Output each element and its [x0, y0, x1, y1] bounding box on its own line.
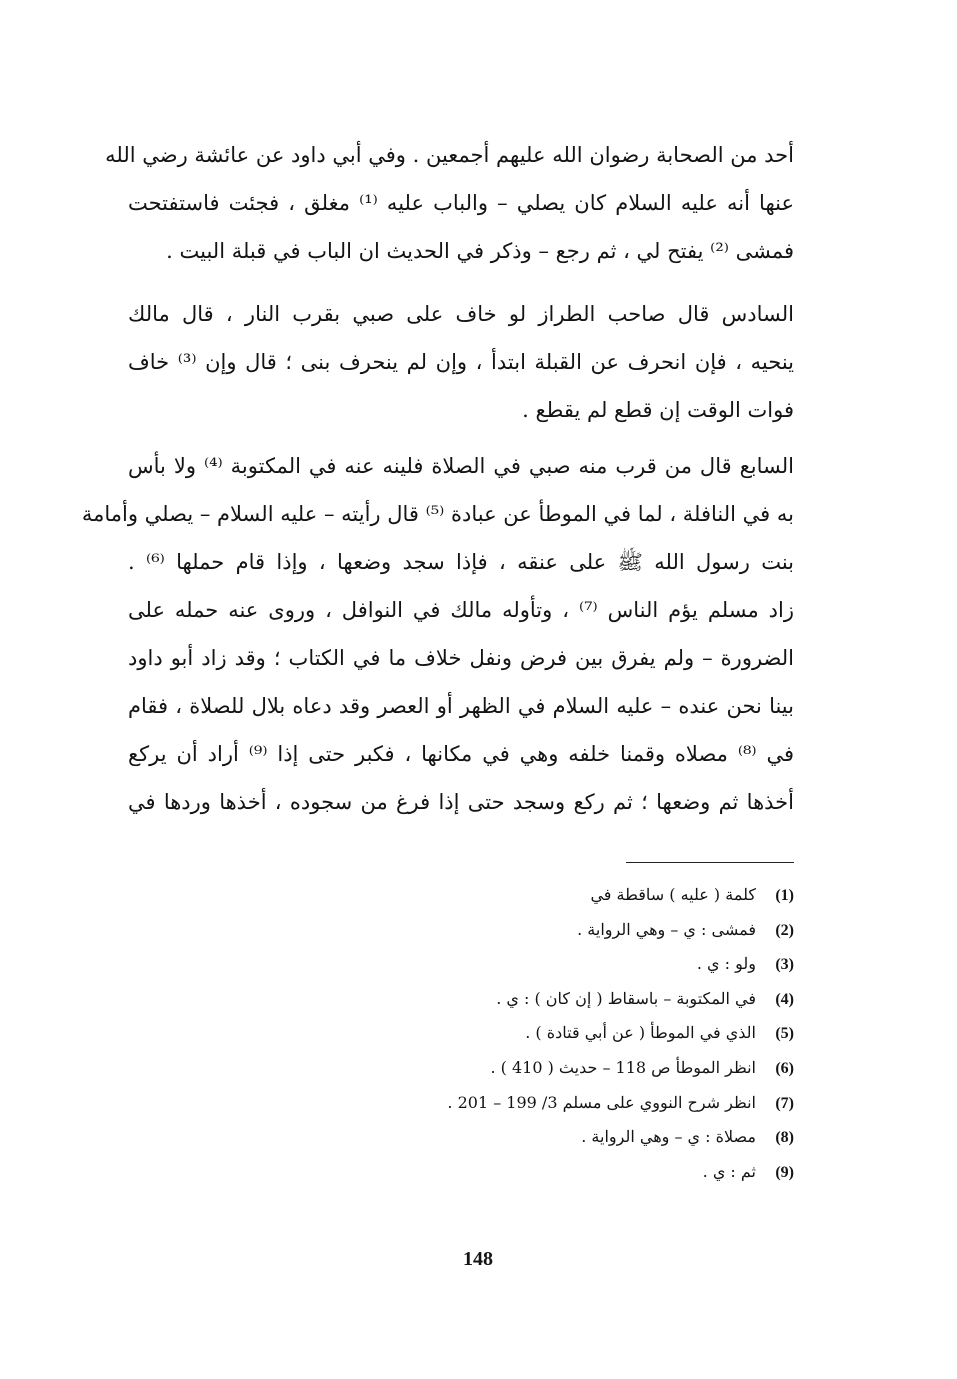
footnote-number: (8) [775, 1129, 794, 1147]
footnote-number: (2) [775, 921, 794, 939]
text-line: زاد مسلم يؤم الناس ⁽⁷⁾ ، وتأوله مالك في النوافل ، وروى عنه حمله على [128, 598, 794, 622]
text-line: به في النافلة ، لما في الموطأ عن عبادة ⁽⁵⁾ قال رأيته – عليه السلام – يصلي وأمامة [81, 502, 794, 526]
footnote-divider [626, 862, 794, 863]
text-line: فمشى ⁽²⁾ يفتح لي ، ثم رجع – وذكر في الحديث ان الباب في قبلة البيت . [166, 239, 794, 263]
text-line: ينحيه ، فإن انحرف عن القبلة ابتدأ ، وإن لم ينحرف بنى ؛ قال وإن ⁽³⁾ خاف [128, 350, 794, 374]
footnote-item [300, 1051, 794, 1086]
text-line: أحد من الصحابة رضوان الله عليهم أجمعين . وفي أبي داود عن عائشة رضي الله [105, 143, 794, 167]
footnote-item [300, 982, 794, 1017]
paragraph-1 [105, 131, 794, 275]
text-line: الضرورة – ولم يفرق بين فرض ونفل خلاف ما في الكتاب ؛ وقد زاد أبو داود [128, 646, 794, 670]
footnote-text: ولو : ي . [696, 954, 756, 974]
footnote-text: الذي في الموطأ ( عن أبي قتادة ) . [525, 1023, 756, 1043]
footnote-item [300, 913, 794, 948]
text-line: في ⁽⁸⁾ مصلاه وقمنا خلفه وهي في مكانها ، فكبر حتى إذا ⁽⁹⁾ أراد أن يركع [128, 742, 795, 766]
footnote-item [300, 1120, 794, 1155]
text-line: فوات الوقت إن قطع لم يقطع . [522, 398, 794, 422]
text-line: أخذها ثم وضعها ؛ ثم ركع وسجد حتى إذا فرغ من سجوده ، أخذها وردها في [128, 790, 794, 814]
footnote-number: (1) [775, 887, 794, 904]
footnote-item [300, 947, 794, 982]
paragraph-3 [81, 442, 795, 826]
footnotes [300, 878, 794, 1189]
footnote-number: (9) [775, 1163, 794, 1181]
text-line: السادس قال صاحب الطراز لو خاف على صبي بقرب النار ، قال مالك [128, 302, 794, 326]
footnote-text: فمشى : ي – وهي الرواية . [577, 919, 756, 939]
footnote-number: (6) [775, 1059, 794, 1077]
footnote-text: كلمة ( عليه ) ساقطة في [590, 885, 756, 904]
footnote-item [300, 1086, 794, 1121]
text-line: بنت رسول الله ﷺ على عنقه ، فإذا سجد وضعها ، وإذا قام حملها ⁽⁶⁾ . [128, 550, 795, 574]
footnote-item [300, 1016, 794, 1051]
footnote-text: في المكتوبة – باسقاط ( إن كان ) : ي . [496, 988, 756, 1008]
page-number: 148 [463, 1248, 493, 1270]
footnote-number: (3) [775, 956, 794, 974]
footnote-text: انظر شرح النووي على مسلم 3/ 199 – 201 . [447, 1092, 756, 1112]
paragraph-2 [128, 290, 794, 434]
footnote-text: مصلاة : ي – وهي الرواية . [581, 1127, 756, 1147]
footnote-text: ثم : ي . [702, 1161, 756, 1181]
text-line: بينا نحن عنده – عليه السلام في الظهر أو العصر وقد دعاه بلال للصلاة ، فقام [128, 694, 794, 718]
footnote-item [300, 1155, 794, 1190]
footnote-item [300, 878, 794, 913]
footnote-number: (7) [775, 1094, 794, 1112]
footnote-number: (4) [775, 990, 794, 1008]
text-line: السابع قال من قرب منه صبي في الصلاة فلينه عنه في المكتوبة ⁽⁴⁾ ولا بأس [128, 454, 794, 478]
footnote-text: انظر الموطأ ص 118 – حديث ( 410 ) . [490, 1057, 756, 1077]
footnote-number: (5) [775, 1025, 794, 1043]
text-line: عنها أنه عليه السلام كان يصلي – والباب عليه ⁽¹⁾ مغلق ، فجئت فاستفتحت [128, 191, 794, 215]
